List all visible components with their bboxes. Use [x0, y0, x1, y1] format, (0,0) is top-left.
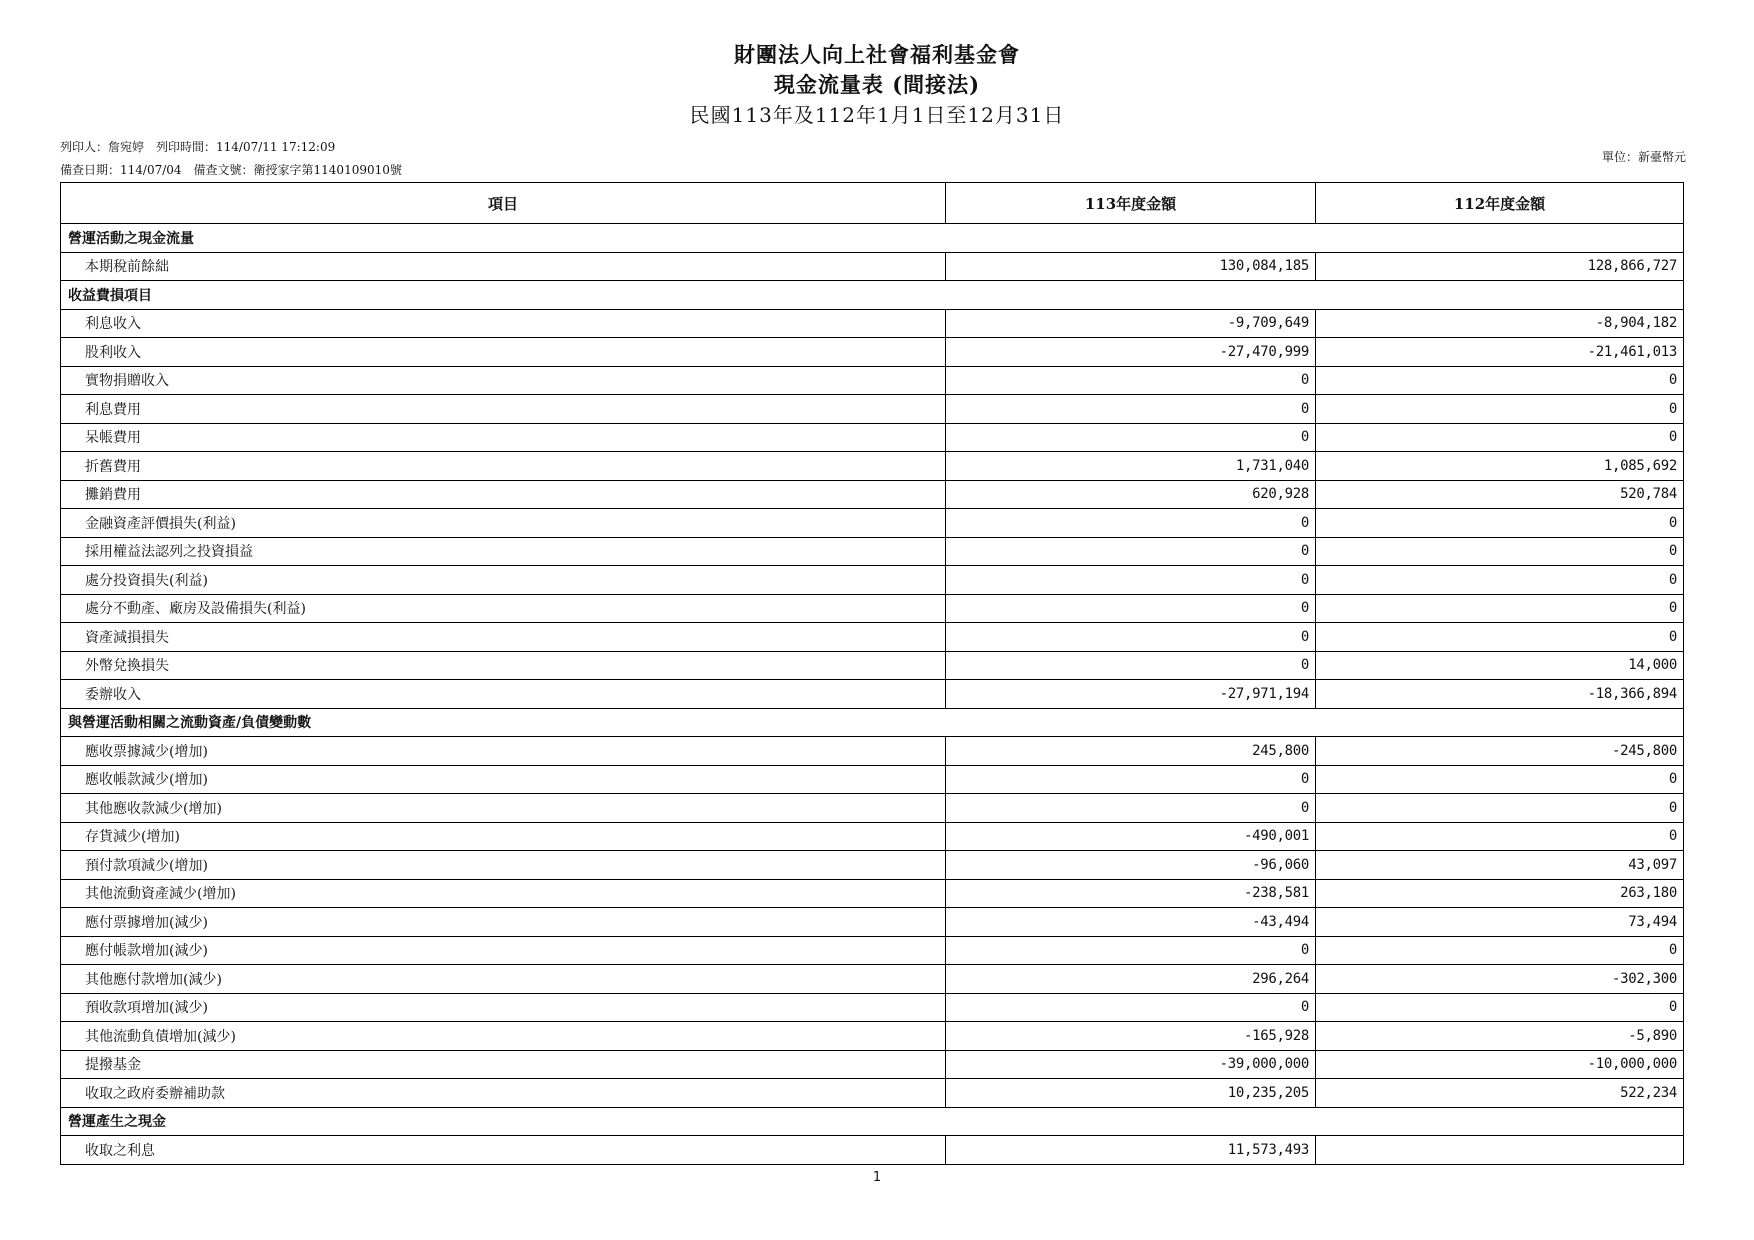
row-amount-112: 0	[1316, 537, 1684, 566]
table-row	[61, 936, 1684, 965]
section-label: 與營運活動相關之流動資產/負債變動數	[61, 708, 1684, 737]
row-item-label: 應收帳款減少(增加)	[61, 765, 946, 794]
row-item-label: 其他應付款增加(減少)	[61, 965, 946, 994]
section-label: 營運產生之現金	[61, 1107, 1684, 1136]
row-amount-113: 0	[946, 537, 1316, 566]
row-amount-112: 0	[1316, 794, 1684, 823]
row-amount-112: 0	[1316, 623, 1684, 652]
row-amount-113: 620,928	[946, 480, 1316, 509]
table-row	[61, 537, 1684, 566]
page-number: 1	[872, 1170, 882, 1185]
row-item-label: 應付帳款增加(減少)	[61, 936, 946, 965]
table-row	[61, 366, 1684, 395]
row-item-label: 外幣兌換損失	[61, 651, 946, 680]
row-amount-112: 43,097	[1316, 851, 1684, 880]
row-amount-112: -245,800	[1316, 737, 1684, 766]
table-row	[61, 1050, 1684, 1079]
table-row	[61, 1136, 1684, 1165]
row-item-label: 預付款項減少(增加)	[61, 851, 946, 880]
row-item-label: 其他流動負債增加(減少)	[61, 1022, 946, 1051]
row-item-label: 本期稅前餘絀	[61, 252, 946, 281]
report-title-block	[0, 40, 1754, 130]
row-amount-112: -8,904,182	[1316, 309, 1684, 338]
row-amount-113: 0	[946, 765, 1316, 794]
row-item-label: 股利收入	[61, 338, 946, 367]
row-item-label: 折舊費用	[61, 452, 946, 481]
row-amount-112: 0	[1316, 509, 1684, 538]
report-title: 現金流量表 (間接法)	[773, 72, 981, 97]
row-amount-113: -43,494	[946, 908, 1316, 937]
report-period: 民國113年及112年1月1日至12月31日	[689, 103, 1065, 127]
row-amount-113: -238,581	[946, 879, 1316, 908]
row-amount-112: -302,300	[1316, 965, 1684, 994]
currency-unit: 單位：新臺幣元	[1601, 150, 1686, 164]
row-item-label: 存貨減少(增加)	[61, 822, 946, 851]
section-row	[61, 708, 1684, 737]
row-amount-113: 0	[946, 794, 1316, 823]
row-amount-112: 0	[1316, 366, 1684, 395]
row-item-label: 應收票據減少(增加)	[61, 737, 946, 766]
row-item-label: 呆帳費用	[61, 423, 946, 452]
row-amount-112: 128,866,727	[1316, 252, 1684, 281]
row-item-label: 其他應收款減少(增加)	[61, 794, 946, 823]
table-row	[61, 908, 1684, 937]
row-item-label: 採用權益法認列之投資損益	[61, 537, 946, 566]
row-amount-113: 0	[946, 395, 1316, 424]
organization-name: 財團法人向上社會福利基金會	[734, 42, 1020, 67]
row-amount-112: 0	[1316, 423, 1684, 452]
row-amount-113: -490,001	[946, 822, 1316, 851]
row-amount-113: -165,928	[946, 1022, 1316, 1051]
row-amount-112: -21,461,013	[1316, 338, 1684, 367]
row-amount-112: 1,085,692	[1316, 452, 1684, 481]
row-amount-112: 0	[1316, 936, 1684, 965]
table-row	[61, 822, 1684, 851]
row-item-label: 收取之利息	[61, 1136, 946, 1165]
table-row	[61, 651, 1684, 680]
row-item-label: 利息費用	[61, 395, 946, 424]
table-row	[61, 480, 1684, 509]
row-item-label: 攤銷費用	[61, 480, 946, 509]
row-item-label: 應付票據增加(減少)	[61, 908, 946, 937]
column-header-112: 112年度金額	[1316, 183, 1684, 224]
cash-flow-table	[60, 182, 1684, 1165]
table-row	[61, 737, 1684, 766]
table-row	[61, 1079, 1684, 1108]
row-item-label: 資產減損損失	[61, 623, 946, 652]
table-row	[61, 594, 1684, 623]
row-item-label: 實物捐贈收入	[61, 366, 946, 395]
row-amount-112: 0	[1316, 594, 1684, 623]
row-amount-113: -27,470,999	[946, 338, 1316, 367]
table-row	[61, 680, 1684, 709]
row-amount-112: 14,000	[1316, 651, 1684, 680]
row-amount-112: 522,234	[1316, 1079, 1684, 1108]
table-row	[61, 851, 1684, 880]
row-amount-112	[1316, 1136, 1684, 1165]
row-amount-113: 296,264	[946, 965, 1316, 994]
section-label: 收益費損項目	[61, 281, 1684, 310]
row-item-label: 金融資產評價損失(利益)	[61, 509, 946, 538]
section-row	[61, 224, 1684, 253]
table-body	[61, 224, 1684, 1165]
row-amount-113: 0	[946, 594, 1316, 623]
table-row	[61, 452, 1684, 481]
row-amount-113: 130,084,185	[946, 252, 1316, 281]
table-row	[61, 566, 1684, 595]
column-header-item: 項目	[61, 183, 946, 224]
row-item-label: 處分不動產、廠房及設備損失(利益)	[61, 594, 946, 623]
row-amount-112: 520,784	[1316, 480, 1684, 509]
row-amount-113: 0	[946, 936, 1316, 965]
row-amount-113: 0	[946, 566, 1316, 595]
row-amount-113: -96,060	[946, 851, 1316, 880]
table-row	[61, 338, 1684, 367]
table-row	[61, 623, 1684, 652]
row-amount-112: 0	[1316, 822, 1684, 851]
section-label: 營運活動之現金流量	[61, 224, 1684, 253]
section-row	[61, 281, 1684, 310]
table-row	[61, 765, 1684, 794]
row-amount-112: -10,000,000	[1316, 1050, 1684, 1079]
table-row	[61, 423, 1684, 452]
table-row	[61, 395, 1684, 424]
table-row	[61, 1022, 1684, 1051]
row-amount-113: -27,971,194	[946, 680, 1316, 709]
table-row	[61, 509, 1684, 538]
row-amount-112: 0	[1316, 993, 1684, 1022]
table-row	[61, 965, 1684, 994]
table-row	[61, 993, 1684, 1022]
row-amount-113: -39,000,000	[946, 1050, 1316, 1079]
row-amount-112: 0	[1316, 765, 1684, 794]
row-item-label: 其他流動資產減少(增加)	[61, 879, 946, 908]
row-item-label: 處分投資損失(利益)	[61, 566, 946, 595]
row-amount-112: -5,890	[1316, 1022, 1684, 1051]
row-amount-113: 0	[946, 651, 1316, 680]
column-header-113: 113年度金額	[946, 183, 1316, 224]
print-info: 列印人：詹宛婷 列印時間：114/07/11 17:12:09	[60, 140, 336, 154]
row-amount-112: -18,366,894	[1316, 680, 1684, 709]
row-amount-113: -9,709,649	[946, 309, 1316, 338]
row-amount-112: 73,494	[1316, 908, 1684, 937]
table-row	[61, 309, 1684, 338]
row-item-label: 預收款項增加(減少)	[61, 993, 946, 1022]
row-amount-113: 0	[946, 509, 1316, 538]
row-amount-113: 10,235,205	[946, 1079, 1316, 1108]
row-item-label: 利息收入	[61, 309, 946, 338]
section-row	[61, 1107, 1684, 1136]
row-amount-112: 0	[1316, 395, 1684, 424]
row-amount-113: 0	[946, 423, 1316, 452]
filing-info: 備查日期：114/07/04 備查文號：衛授家字第1140109010號	[60, 163, 402, 177]
row-amount-113: 0	[946, 993, 1316, 1022]
row-amount-112: 0	[1316, 566, 1684, 595]
table-row	[61, 879, 1684, 908]
table-row	[61, 794, 1684, 823]
row-item-label: 提撥基金	[61, 1050, 946, 1079]
table-row	[61, 252, 1684, 281]
row-amount-112: 263,180	[1316, 879, 1684, 908]
row-item-label: 收取之政府委辦補助款	[61, 1079, 946, 1108]
row-amount-113: 1,731,040	[946, 452, 1316, 481]
row-amount-113: 0	[946, 623, 1316, 652]
row-amount-113: 0	[946, 366, 1316, 395]
row-amount-113: 245,800	[946, 737, 1316, 766]
table-header-row	[61, 183, 1684, 224]
row-amount-113: 11,573,493	[946, 1136, 1316, 1165]
row-item-label: 委辦收入	[61, 680, 946, 709]
